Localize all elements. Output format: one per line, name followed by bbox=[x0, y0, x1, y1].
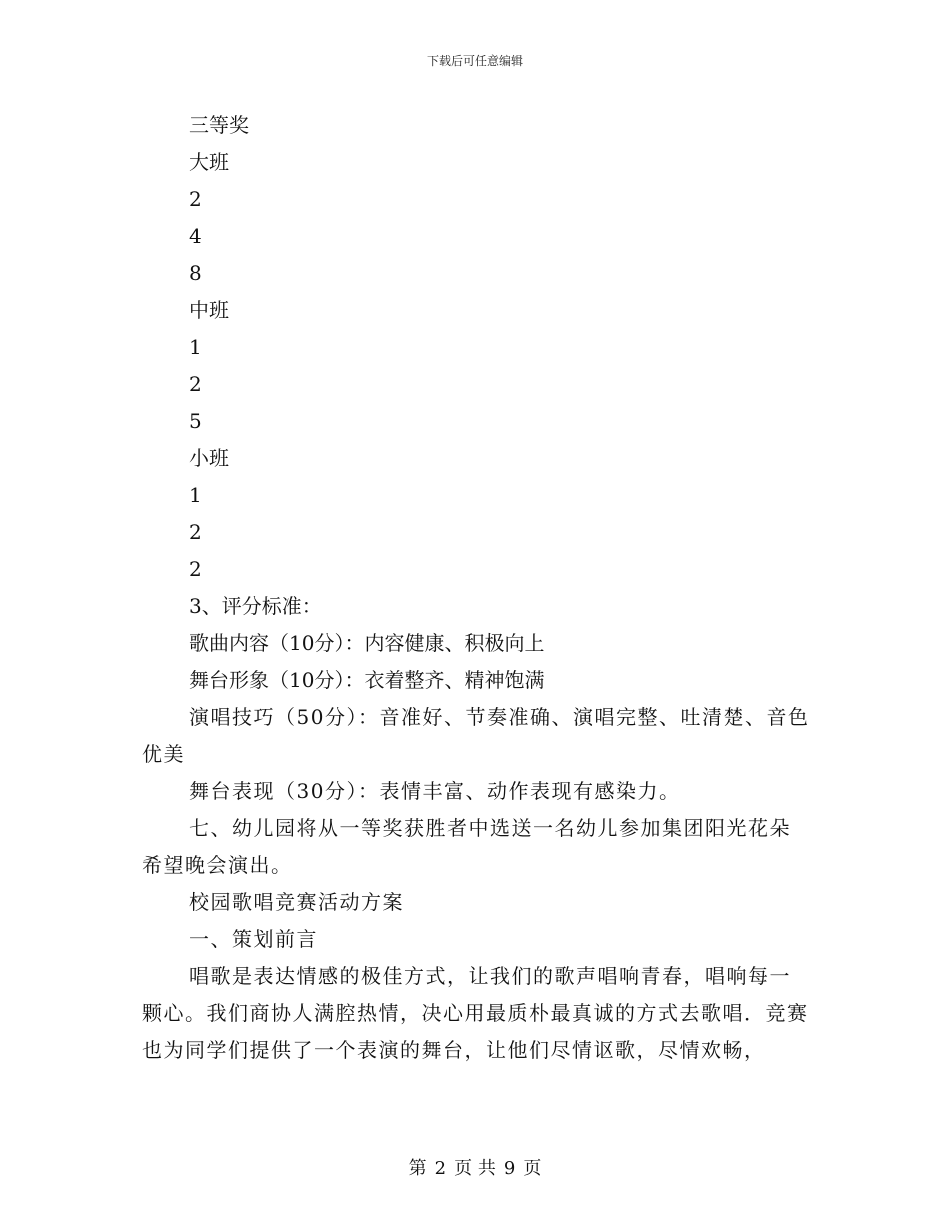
text-line: 1 bbox=[189, 335, 202, 359]
text-line: 4 bbox=[189, 224, 202, 248]
body-paragraph: 唱歌是表达情感的极佳方式，让我们的歌声唱响青春，唱响每一颗心。我们商协人满腔热情，决心用最质朴最真诚的方式去歌唱．竞赛也为同学们提供了一个表演的舞台，让他们尽情讴歌，尽情欢畅， bbox=[142, 964, 809, 1062]
page-number-current: 2 bbox=[434, 1158, 447, 1179]
text-line: 2 bbox=[189, 187, 202, 211]
text-line: 小班 bbox=[189, 446, 229, 470]
text-line: 5 bbox=[189, 409, 202, 433]
section-heading: 3、评分标准： bbox=[189, 594, 322, 618]
criteria-paragraph: 演唱技巧（50分）：音准好、节奏准确、演唱完整、吐清楚、音色优美 bbox=[142, 705, 810, 766]
page-number-total: 9 bbox=[503, 1158, 516, 1179]
text-line: 大班 bbox=[189, 150, 229, 174]
page-number-middle: 页 共 bbox=[454, 1158, 496, 1179]
criteria-paragraph: 舞台表现（30分）：表情丰富、动作表现有感染力。 bbox=[189, 779, 681, 803]
document-body bbox=[142, 107, 810, 1069]
section-heading: 一、策划前言 bbox=[189, 927, 318, 951]
text-line: 2 bbox=[189, 520, 202, 544]
text-line: 2 bbox=[189, 372, 202, 396]
text-line: 中班 bbox=[189, 298, 229, 322]
page-header-note: 下载后可任意编辑 bbox=[426, 54, 523, 68]
criteria-item: 舞台形象（10分）：衣着整齐、精神饱满 bbox=[189, 668, 545, 692]
text-line: 2 bbox=[189, 557, 202, 581]
criteria-item: 歌曲内容（10分）：内容健康、积极向上 bbox=[189, 631, 545, 655]
document-subtitle: 校园歌唱竞赛活动方案 bbox=[189, 890, 404, 914]
page-number bbox=[0, 1154, 950, 1180]
text-line: 8 bbox=[189, 261, 202, 285]
page-number-prefix: 第 bbox=[408, 1158, 427, 1179]
text-line: 1 bbox=[189, 483, 202, 507]
body-paragraph: 七、幼儿园将从一等奖获胜者中选送一名幼儿参加集团阳光花朵希望晚会演出。 bbox=[142, 816, 791, 877]
page-number-suffix: 页 bbox=[523, 1158, 542, 1179]
text-line: 三等奖 bbox=[189, 113, 249, 137]
